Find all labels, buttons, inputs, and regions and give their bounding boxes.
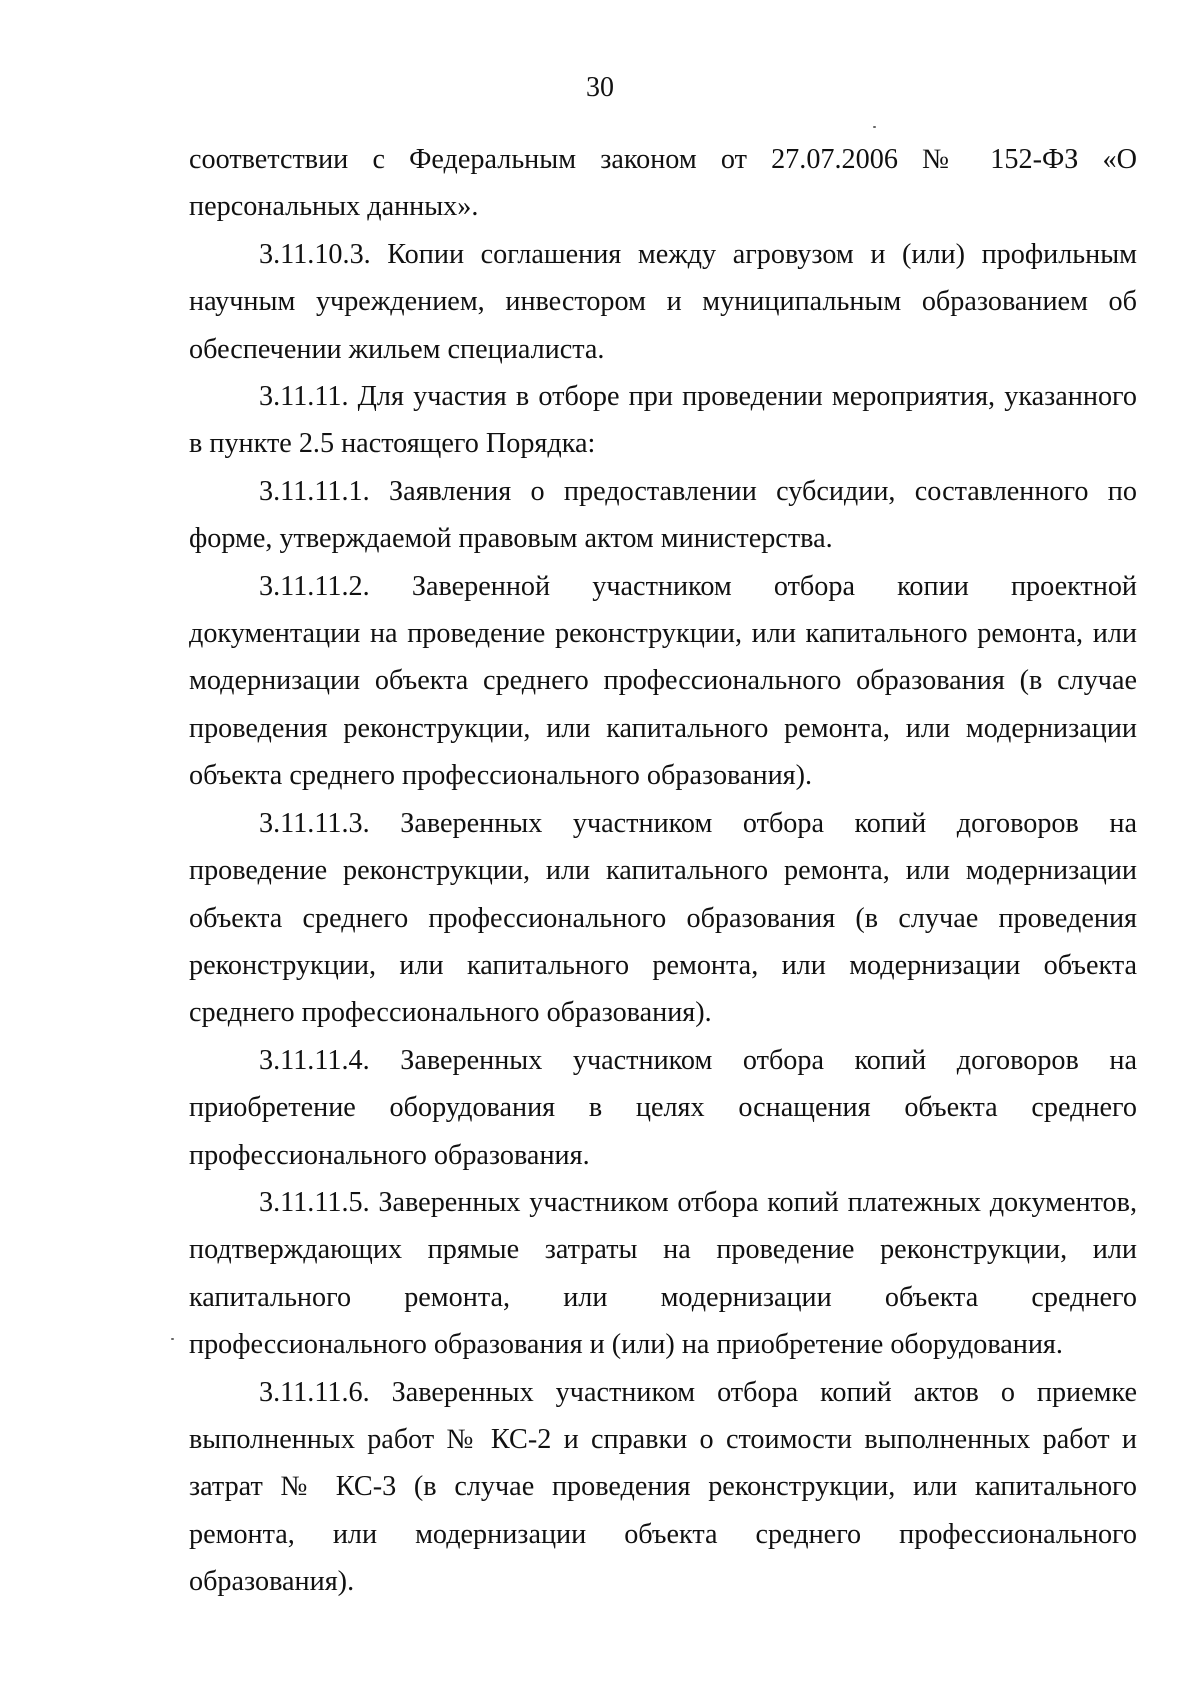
paragraph-3-11-11-3: 3.11.11.3. Заверенных участником отбора копий договоров на проведение реконструкции, или капитального ремонта, или модернизации объекта среднего профессионального образования (в случае проведения реконструкции, или капитального ремонта, или модернизации объекта среднего профессионального образования). bbox=[189, 807, 1137, 1029]
paragraph-3-11-11-6: 3.11.11.6. Заверенных участником отбора копий актов о приемке выполненных работ № КС-2 и справки о стоимости выполненных работ и затрат № КС-3 (в случае проведения реконструкции, или капитального ремонта, или модернизации объекта среднего профессионального образования). bbox=[189, 1376, 1137, 1598]
paragraph-3-11-10-3: 3.11.10.3. Копии соглашения между агровузом и (или) профильным научным учреждением, инвестором и муниципальным образованием об обеспечении жильем специалиста. bbox=[189, 238, 1137, 365]
scan-speck bbox=[171, 1338, 174, 1340]
document-body bbox=[189, 136, 1137, 1606]
paragraph-3-11-11: 3.11.11. Для участия в отборе при проведении мероприятия, указанного в пункте 2.5 настоящего Порядка: bbox=[189, 381, 1137, 460]
paragraph-3-11-11-4: 3.11.11.4. Заверенных участником отбора копий договоров на приобретение оборудования в целях оснащения объекта среднего профессионального образования. bbox=[189, 1044, 1137, 1171]
paragraph-continuation: соответствии с Федеральным законом от 27.07.2006 № 152-ФЗ «О персональных данных». bbox=[189, 144, 1137, 223]
page-number: 30 bbox=[586, 72, 614, 103]
scan-speck bbox=[873, 126, 876, 128]
paragraph-3-11-11-5: 3.11.11.5. Заверенных участником отбора копий платежных документов, подтверждающих прямые затраты на проведение реконструкции, или капитального ремонта, или модернизации объекта среднего профессионального образования и (или) на приобретение оборудования. bbox=[189, 1186, 1137, 1361]
paragraph-3-11-11-1: 3.11.11.1. Заявления о предоставлении субсидии, составленного по форме, утверждаемой правовым актом министерства. bbox=[189, 475, 1137, 555]
paragraph-3-11-11-2: 3.11.11.2. Заверенной участником отбора копии проектной документации на проведение реконструкции, или капитального ремонта, или модернизации объекта среднего профессионального образования (в случае проведения реконструкции, или капитального ремонта, или модернизации объекта среднего профессионального образования). bbox=[189, 570, 1137, 792]
